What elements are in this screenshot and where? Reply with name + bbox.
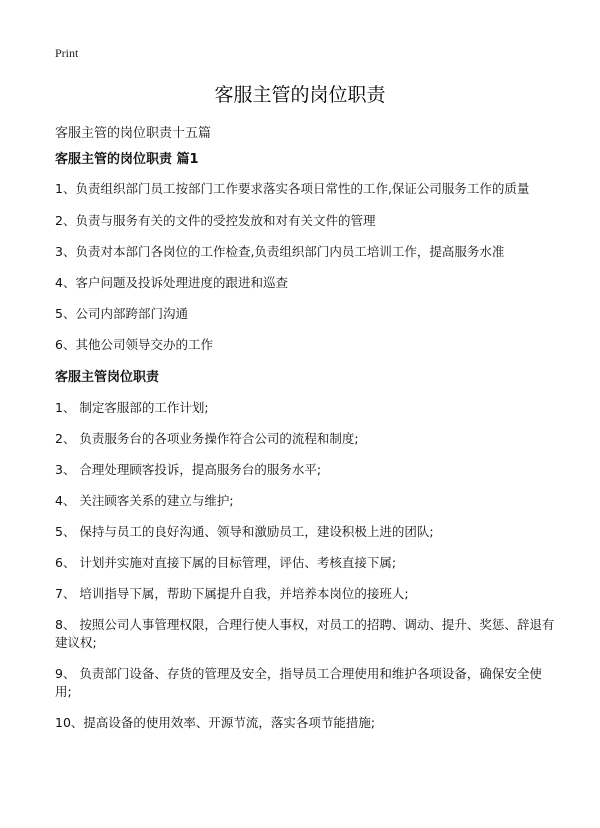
list-item: 4、客户问题及投诉处理进度的跟进和巡查	[55, 275, 288, 290]
list-item: 3、负责对本部门各岗位的工作检查,负责组织部门内员工培训工作，提高服务水准	[55, 244, 505, 259]
list-item: 5、 保持与员工的良好沟通、领导和激励员工，建设积极上进的团队;	[55, 524, 434, 539]
document-body	[55, 148, 555, 732]
section-heading: 客服主管的岗位职责 篇1	[55, 152, 199, 167]
page-title: 客服主管的岗位职责	[214, 84, 386, 106]
list-item: 6、 计划并实施对直接下属的目标管理，评估、考核直接下属;	[55, 555, 397, 570]
list-item: 7、 培训指导下属，帮助下属提升自我，并培养本岗位的接班人;	[55, 586, 409, 601]
print-label: Print	[55, 46, 79, 60]
list-item: 1、负责组织部门员工按部门工作要求落实各项日常性的工作,保证公司服务工作的质量	[55, 181, 530, 196]
section-1	[55, 148, 555, 354]
list-item: 1、 制定客服部的工作计划;	[55, 400, 209, 415]
list-item: 9、 负责部门设备、存货的管理及安全，指导员工合理使用和维护各项设备，确保安全使用;	[55, 666, 542, 699]
list-item: 2、 负责服务台的各项业务操作符合公司的流程和制度;	[55, 431, 359, 446]
list-item: 4、 关注顾客关系的建立与维护;	[55, 493, 234, 508]
list-item: 10、提高设备的使用效率、开源节流，落实各项节能措施;	[55, 715, 376, 730]
list-item: 3、 合理处理顾客投诉，提高服务台的服务水平;	[55, 462, 322, 477]
list-item: 2、负责与服务有关的文件的受控发放和对有关文件的管理	[55, 213, 376, 228]
section-heading: 客服主管岗位职责	[55, 370, 160, 385]
section-2	[55, 366, 555, 732]
list-item: 8、 按照公司人事管理权限，合理行使人事权，对员工的招聘、调动、提升、奖惩、辞退有建议权;	[55, 617, 555, 650]
list-item: 5、公司内部跨部门沟通	[55, 306, 188, 321]
document-subtitle: 客服主管的岗位职责十五篇	[55, 126, 212, 141]
list-item: 6、其他公司领导交办的工作	[55, 337, 213, 352]
